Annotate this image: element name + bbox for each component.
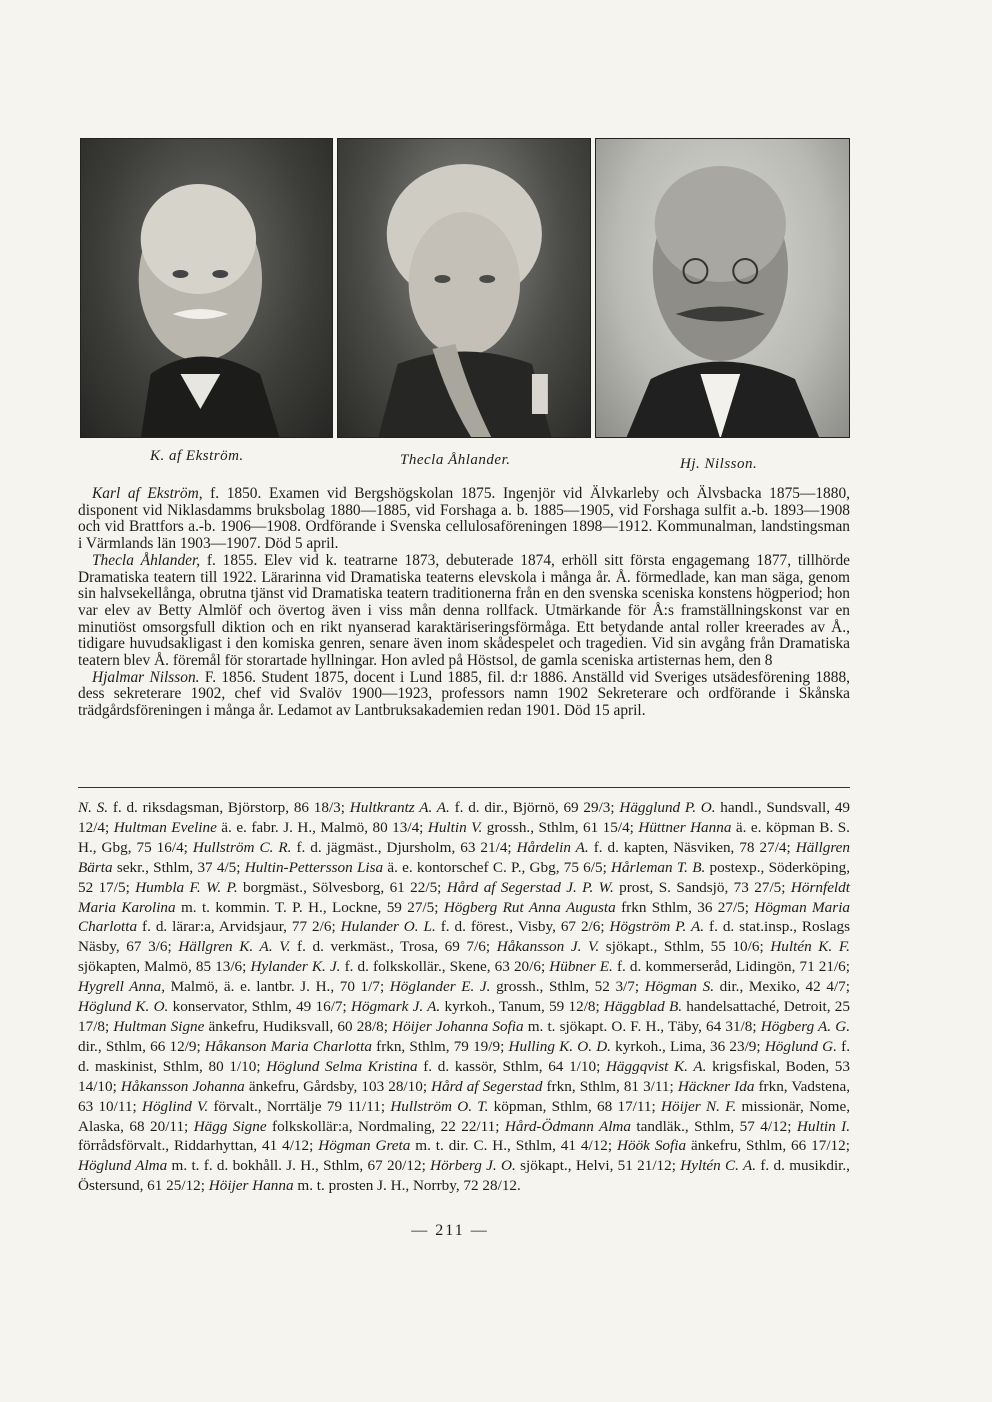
death-entry [390, 1098, 661, 1115]
bio-name: Hjalmar Nilsson. [92, 668, 200, 686]
death-entry-name: Hällgren Bärta [78, 838, 851, 876]
death-entry-name: N. S. [78, 799, 109, 816]
death-entry-name: Höglund K. O. [78, 998, 169, 1016]
death-entry-name: Hulander O. L. [340, 918, 436, 936]
death-entry [178, 938, 496, 955]
death-entry-name: Hulling K. O. D. [508, 1037, 611, 1055]
death-entry-name: Höglund G. [764, 1037, 837, 1055]
death-entry-name: Hultkrantz A. A. [349, 799, 450, 816]
death-entry-details: änkefru, Sthlm, 66 17/12; [686, 1137, 850, 1155]
death-entry-name: Häckner Ida [677, 1077, 755, 1095]
death-entry [113, 1018, 392, 1035]
death-entry-name: Höglund Selma Kristina [266, 1057, 418, 1075]
death-entry-details: f. d. förest., Visby, 67 2/6; [435, 918, 610, 936]
death-entry-name: Hörnfeldt Maria Karolina [78, 878, 850, 916]
death-entry-details: kyrkoh., Lima, 36 23/9; [610, 1037, 765, 1055]
caption-nilsson: Hj. Nilsson. [680, 456, 758, 472]
death-entry-details: handelsattaché, Detroit, 25 17/8; [78, 998, 850, 1035]
death-entry-details: frkn Sthlm, 36 27/5; [615, 898, 755, 916]
death-entry [428, 819, 639, 836]
death-entry-name: Högman Maria Charlotta [78, 898, 851, 936]
death-entry-name: Håkansson Johanna [120, 1077, 245, 1095]
death-entry-name: Höök Sofia [617, 1137, 687, 1155]
death-entry [78, 1157, 430, 1174]
death-entry-details: f. d. kassör, Sthlm, 64 1/10; [417, 1057, 606, 1075]
death-entry-details: borgmäst., Sölvesborg, 61 22/5; [237, 878, 447, 896]
death-entry-name: Hygrell Anna, [78, 978, 166, 996]
death-entry-name: Hüttner Hanna [638, 818, 732, 836]
death-entry-details: dir., Mexiko, 42 4/7; [714, 978, 850, 996]
death-entry-details: ä. e. fabr. J. H., Malmö, 80 13/4; [216, 818, 428, 836]
death-entry-details: konservator, Sthlm, 49 16/7; [168, 998, 351, 1016]
death-entry-name: Hübner E. [549, 958, 613, 976]
death-entry-details: änkefru, Gårdsby, 103 28/10; [244, 1077, 432, 1095]
death-entry-name: Hultén K. F. [770, 938, 850, 956]
death-entry-details: handl., Sundsvall, 49 12/4; [78, 799, 851, 836]
death-entry-name: Hyltén C. A. [680, 1157, 757, 1175]
death-entry-details: f. d. musikdir., Östersund, 61 25/12; [78, 1157, 850, 1195]
death-entry-details: ä. e. köpman B. S. H., Gbg, 75 16/4; [78, 818, 850, 856]
death-entry-name: Hultman Signe [113, 1017, 205, 1035]
death-entry-details: prost, S. Sandsjö, 73 27/5; [613, 878, 791, 896]
death-entry-name: Hultin-Pettersson Lisa [244, 858, 384, 876]
death-entry-name: Högström P. A. [609, 918, 705, 936]
death-entry [78, 998, 351, 1015]
death-entry-name: Högberg Rut Anna Augusta [443, 898, 616, 916]
death-entry-details: missionär, Nome, Alaska, 68 20/11; [78, 1097, 850, 1135]
death-entry-details: f. d. riksdagsman, Björstorp, 86 18/3; [108, 799, 350, 816]
death-entry-details: f. d. kommerseråd, Lidingön, 71 21/6; [612, 958, 850, 976]
biographies [78, 486, 850, 720]
death-entry-name: Hägg Signe [193, 1117, 267, 1135]
death-entry [194, 1118, 505, 1135]
death-entry-name: Hård af Segerstad J. P. W. [446, 878, 614, 896]
death-entry [250, 958, 549, 975]
death-entry-details: krigsfiskal, Boden, 53 14/10; [78, 1057, 850, 1095]
death-entry-details: f. d. lärar:a, Arvidsjaur, 77 2/6; [137, 918, 341, 936]
death-entry [430, 1157, 680, 1174]
death-entry-name: Höijer Hanna [208, 1177, 294, 1195]
death-entry-name: Höglander E. J. [389, 978, 491, 996]
death-entry-details: m. t. dir. C. H., Sthlm, 41 4/12; [410, 1137, 618, 1155]
death-entry-name: Högmark J. A. [351, 998, 441, 1016]
death-entry-name: Häggblad B. [603, 998, 683, 1016]
portrait-photo-3 [596, 139, 849, 437]
death-entry-details: f. d. jägmäst., Djursholm, 63 21/4; [291, 838, 517, 856]
death-entry-details: m. t. f. d. bokhåll. J. H., Sthlm, 67 20/12; [167, 1157, 431, 1175]
death-entry [505, 1118, 797, 1135]
death-entry [517, 839, 796, 856]
death-entry-name: Håkansson J. V. [496, 938, 600, 956]
death-entry [78, 799, 350, 816]
section-divider [78, 787, 850, 788]
death-entry-name: Häggqvist K. A. [605, 1057, 707, 1075]
death-entry-name: Håkanson Maria Charlotta [204, 1037, 372, 1055]
death-entry [447, 879, 791, 896]
death-entry-name: Hullström C. R. [192, 838, 292, 856]
death-entry-name: Höglund Alma [78, 1157, 168, 1175]
death-entry [209, 1177, 521, 1194]
bio-text: f. 1850. Examen vid Bergshögskolan 1875. Ingenjör vid Älvkarleby och Älvsbacka 1875—1880, disponent vid Niklasdamms bruksbolag 1880—1885, vid Forshaga a. b. 1885—1905, vid Forshaga sulfit a.-b. 1893—1908 och vid Brattfors a.-b. 1906—1908. Ordförande i Svenska cellulosaföreningen 1898—1912. Kommunalman, landstingsman i Värmlands län 1903—1907. Död 5 april. [78, 485, 850, 553]
death-entry-name: Höijer Johanna Sofia [392, 1017, 524, 1035]
death-entry-name: Hylander K. J. [250, 958, 341, 976]
death-entry-details: grossh., Sthlm, 52 3/7; [490, 978, 645, 996]
death-entry-details: postexp., Söderköping, 52 17/5; [78, 858, 850, 896]
death-entry [266, 1058, 606, 1075]
death-entry-details: frkn, Sthlm, 79 19/9; [371, 1037, 509, 1055]
death-entry-details: frkn, Vadstena, 63 10/11; [78, 1077, 850, 1115]
portrait-hj-nilsson [595, 138, 850, 438]
death-entry-name: Högman S. [644, 978, 715, 996]
death-entry-details: f. d. verkmäst., Trosa, 69 7/6; [290, 938, 497, 956]
bio-ekstrom [78, 486, 850, 553]
caption-ahlander: Thecla Åhlander. [400, 452, 511, 468]
death-entry [135, 879, 447, 896]
death-entry [390, 978, 645, 995]
death-entry-details: sjökapt., Sthlm, 55 10/6; [599, 938, 771, 956]
death-entry [549, 958, 850, 975]
death-entry [350, 799, 620, 816]
death-entry-details: m. t. kommin. T. P. H., Lockne, 59 27/5; [175, 898, 444, 916]
death-entry-name: Hårleman T. B. [611, 858, 706, 876]
death-entry-details: köpman, Sthlm, 68 17/11; [488, 1097, 662, 1115]
death-entry-details: f. d. kapten, Näsviken, 78 27/4; [588, 838, 796, 856]
death-entry-name: Hullström O. T. [390, 1097, 489, 1115]
bio-ahlander [78, 553, 850, 670]
death-entry-details: Malmö, ä. e. lantbr. J. H., 70 1/7; [165, 978, 390, 996]
death-entry [431, 1078, 678, 1095]
bio-name: Karl af Ekström, [92, 485, 203, 502]
death-entry [245, 859, 611, 876]
death-entry-name: Hällgren K. A. V. [178, 938, 291, 956]
death-entry-details: f. d. maskinist, Sthlm, 80 1/10; [78, 1037, 851, 1075]
death-entry-name: Högman Greta [318, 1137, 411, 1155]
portrait-k-af-ekstrom [80, 138, 333, 438]
death-entry [114, 819, 428, 836]
death-notices [78, 798, 850, 1196]
death-entry [205, 1038, 509, 1055]
death-entry [142, 1098, 390, 1115]
death-entry [509, 1038, 765, 1055]
death-entry-details: sjökapten, Malmö, 85 13/6; [78, 958, 251, 976]
death-entry-details: f. d. stat.insp., Roslags Näsby, 67 3/6; [78, 918, 851, 956]
portrait-captions [80, 448, 850, 472]
death-entry-details: kyrkoh., Tanum, 59 12/8; [440, 998, 604, 1016]
death-entry [351, 998, 604, 1015]
death-entry-details: tandläk., Sthlm, 57 4/12; [631, 1117, 797, 1135]
death-entry-details: folkskollär:a, Nordmaling, 22 22/11; [266, 1117, 505, 1135]
bio-nilsson [78, 670, 850, 720]
page-number: — 211 — [411, 1222, 489, 1239]
death-entry [121, 1078, 431, 1095]
death-entry [645, 978, 850, 995]
portrait-photo-1 [81, 139, 332, 437]
death-entry-name: Högberg A. G. [760, 1017, 850, 1035]
death-entry-name: Hultin V. [427, 818, 483, 836]
death-entry-details: sjökapt., Helvi, 51 21/12; [515, 1157, 681, 1175]
death-entry [497, 938, 771, 955]
bio-name: Thecla Åhlander, [92, 551, 201, 569]
death-entry-details: dir., Sthlm, 66 12/9; [78, 1037, 205, 1055]
death-entry-name: Hägglund P. O. [619, 799, 716, 816]
portrait-photo-2 [338, 139, 591, 437]
death-entry [318, 1137, 617, 1154]
death-entry-details: grossh., Sthlm, 61 15/4; [482, 818, 639, 836]
death-entry [78, 978, 390, 995]
portrait-thecla-ahlander [337, 138, 592, 438]
death-entry-name: Hultman Eveline [113, 818, 217, 836]
death-entry-details: ä. e. kontorschef C. P., Gbg, 75 6/5; [383, 858, 612, 876]
death-entry-name: Hård af Segerstad [431, 1077, 543, 1095]
death-entry-name: Hårdelin A. [516, 838, 589, 856]
death-entry-name: Hård-Ödmann Alma [504, 1117, 631, 1135]
death-entry [341, 918, 610, 935]
portrait-strip [80, 138, 850, 436]
death-entry-name: Humbla F. W. P. [135, 878, 238, 896]
death-entry-details: förrådsförvalt., Riddarhyttan, 41 4/12; [78, 1137, 319, 1155]
death-entry-details: f. d. dir., Björnö, 69 29/3; [449, 799, 620, 816]
death-entry-name: Hultin I. [796, 1117, 851, 1135]
death-entry [444, 899, 755, 916]
death-entry-name: Hörberg J. O. [430, 1157, 516, 1175]
bio-text: F. 1856. Student 1875, docent i Lund 1885, fil. d:r 1886. Anställd vid Sveriges utsädesförening 1888, dess sekreterare 1902, chef vid Svalöv 1900—1923, professors namn 1902 Sekreterare och ordförande i Skånska trädgårdsföreningen i många år. Ledamot av Lantbruksakademien redan 1901. Död 15 april. [78, 668, 850, 720]
death-entry [617, 1137, 850, 1154]
death-entry-name: Höglind V. [142, 1097, 209, 1115]
death-entry-name: Höijer N. F. [661, 1097, 737, 1115]
caption-ekstrom: K. af Ekström. [150, 448, 244, 464]
death-entry-details: frkn, Sthlm, 81 3/11; [542, 1077, 678, 1095]
death-entry-details: m. t. sjökapt. O. F. H., Täby, 64 31/8; [523, 1017, 761, 1035]
death-entry-details: sekr., Sthlm, 37 4/5; [112, 858, 245, 876]
death-entry [193, 839, 517, 856]
death-entry-details: förvalt., Norrtälje 79 11/11; [208, 1097, 391, 1115]
death-entry-details: m. t. prosten J. H., Norrby, 72 28/12. [293, 1177, 521, 1195]
death-entry [392, 1018, 761, 1035]
death-entry-details: f. d. folkskollär., Skene, 63 20/6; [340, 958, 550, 976]
death-entry-details: änkefru, Hudiksvall, 60 28/8; [204, 1017, 393, 1035]
bio-text: f. 1855. Elev vid k. teatrarne 1873, debuterade 1874, erhöll sitt första engagemang 1877, tillhörde Dramatiska teatern till 1922. Lärarinna vid Dramatiska teaterns elevskola i många år. Å. förmedlade, kan man säga, genom sin halvsekellånga, obrutna tjänst vid Dramatiska teatern traditionerna från en den svenska sceniska konstens högperiod; hon var elev av Betty Almlöf och övertog även i viss mån denna rollfack. Utmärkande för Å:s framställningskonst var en minutiöst omsorgsfull diktion och en rikt nyanserad karaktäriseringsförmåga. Ett betydande antal roller kreerades av Å., tidigare huvudsakligast i den komiska genren, senare även inom skådespelet och tragedien. Vid sin avgång från Dramatiska teatern blev Å. föremål för storartade hyllningar. Hon avled på Höstsol, de gamla sceniska artisternas hem, den 8 [78, 551, 850, 670]
